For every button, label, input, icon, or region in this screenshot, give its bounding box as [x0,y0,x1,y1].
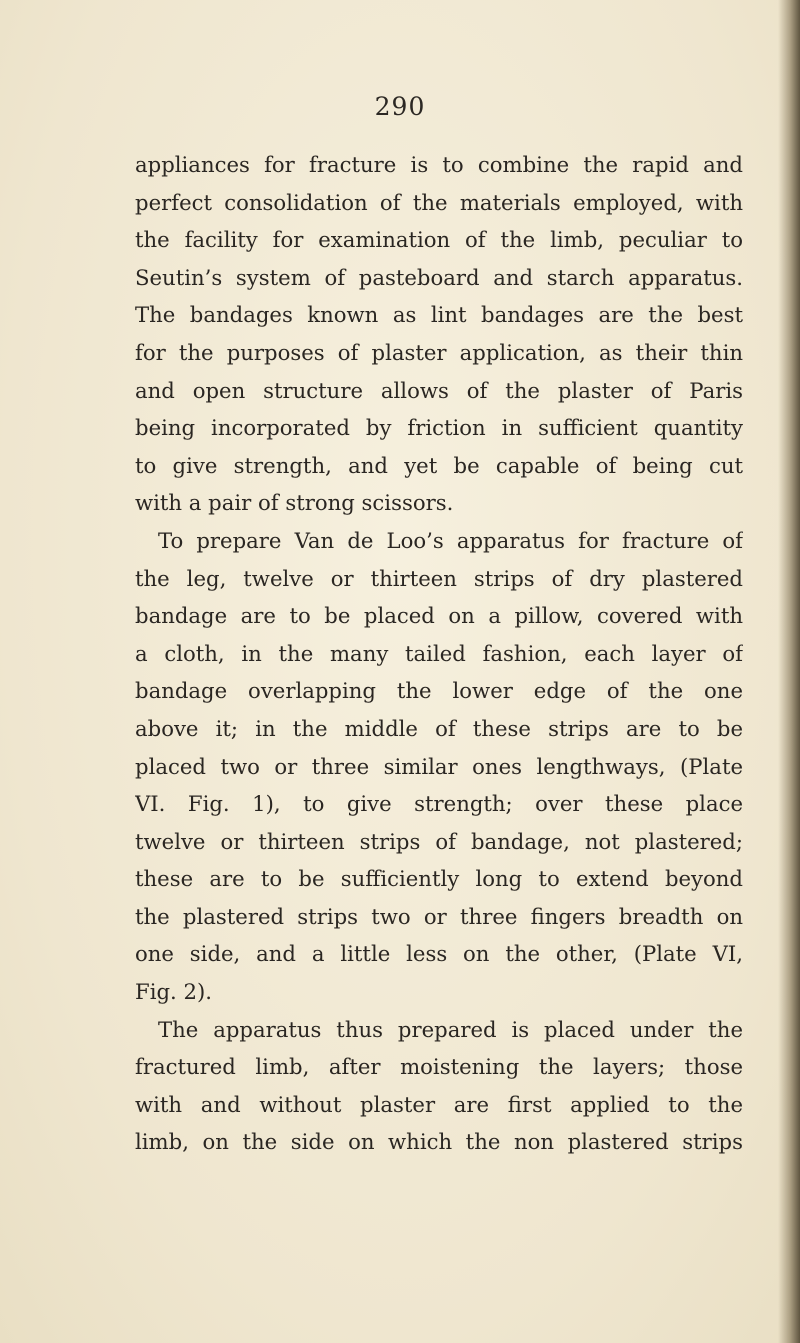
text-line: Seutin’s system of pasteboard and starch apparatus. [135,264,743,290]
text-line: To prepare Van de Loo’s apparatus for fracture of [158,527,743,553]
text-line: these are to be sufficiently long to extend beyond [135,866,743,892]
text-line: placed two or three similar ones lengthways, (Plate [135,753,743,779]
text-line: the facility for examination of the limb, peculiar to [135,227,743,253]
text-line: appliances for fracture is to combine the rapid and [135,152,743,177]
page-number: 290 [374,92,426,121]
body-text [135,146,743,1161]
text-line: above it; in the middle of these strips are to be [135,715,743,741]
text-line: the plastered strips two or three fingers breadth on [135,903,743,929]
text-line: with a pair of strong scissors. [135,490,454,516]
text-line: fractured limb, after moistening the layers; those [135,1054,743,1080]
text-line: The bandages known as lint bandages are the best [135,302,743,328]
text-line: VI. Fig. 1), to give strength; over these place [135,791,743,817]
text-line: with and without plaster are first applied to the [135,1091,743,1117]
text-line: bandage overlapping the lower edge of the one [135,678,743,704]
text-line: limb, on the side on which the non plastered strips [135,1129,743,1155]
text-line: perfect consolidation of the materials employed, with [135,189,743,215]
text-line: being incorporated by friction in sufficient quantity [135,415,743,441]
text-line: the leg, twelve or thirteen strips of dry plastered [135,565,743,591]
text-line: and open structure allows of the plaster of Paris [135,377,743,403]
text-line: one side, and a little less on the other, (Plate VI, [135,941,743,967]
text-line: for the purposes of plaster application, as their thin [135,339,743,365]
text-line: to give strength, and yet be capable of being cut [135,452,743,478]
page-edge-shadow [778,0,800,1343]
text-line: a cloth, in the many tailed fashion, each layer of [135,640,743,666]
text-line: Fig. 2). [135,979,212,1005]
text-line: bandage are to be placed on a pillow, covered with [135,603,743,629]
text-line: The apparatus thus prepared is placed under the [158,1016,743,1042]
text-line: twelve or thirteen strips of bandage, not plastered; [135,828,743,854]
